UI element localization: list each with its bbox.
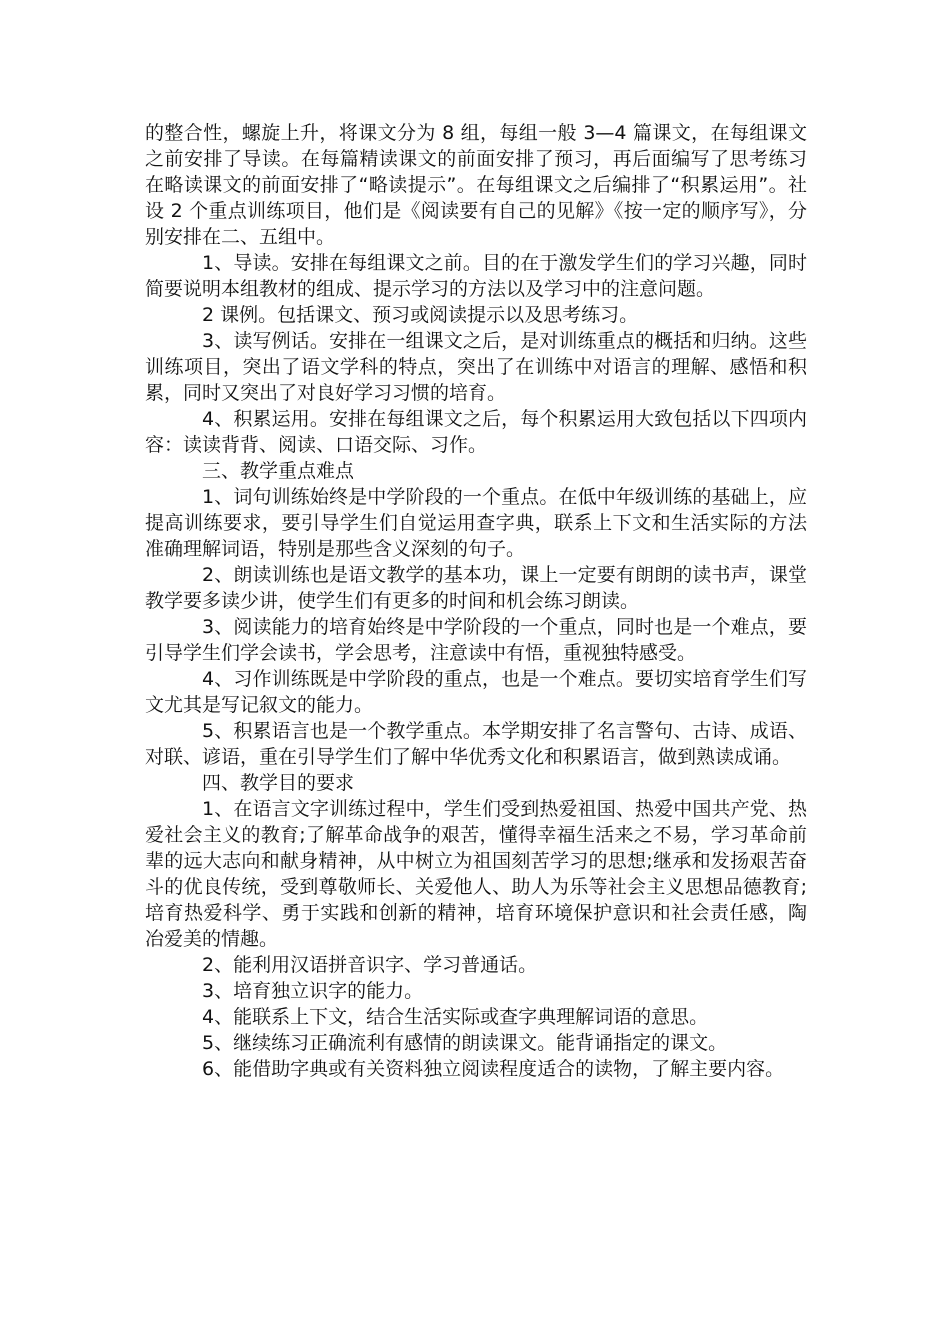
section-heading-key-points: 三、教学重点难点: [202, 460, 355, 482]
goal-item-6: 6、能借助字典或有关资料独立阅读程度适合的读物，了解主要内容。: [202, 1058, 785, 1080]
document-body: [145, 120, 807, 1082]
paragraph-keli: 2 课例。包括课文、预习或阅读提示以及思考练习。: [202, 304, 639, 326]
paragraph-xizuo-xunlian: 4、习作训练既是中学阶段的重点，也是一个难点。要切实培育学生们写文尤其是写记叙文的能力。: [145, 668, 807, 716]
paragraph-jilei-yuyan: 5、积累语言也是一个教学重点。本学期安排了名言警句、古诗、成语、对联、谚语，重在引导学生们了解中华优秀文化和积累语言，做到熟读成诵。: [145, 720, 807, 768]
paragraph-daodu: 1、导读。安排在每组课文之前。目的在于激发学生们的学习兴趣，同时简要说明本组教材的组成、提示学习的方法以及学习中的注意问题。: [145, 252, 807, 300]
goal-item-5: 5、继续练习正确流利有感情的朗读课文。能背诵指定的课文。: [202, 1032, 728, 1054]
goal-item-4: 4、能联系上下文，结合生活实际或查字典理解词语的意思。: [202, 1006, 709, 1028]
paragraph-duxie-lihua: 3、读写例话。安排在一组课文之后，是对训练重点的概括和归纳。这些训练项目，突出了语文学科的特点，突出了在训练中对语言的理解、感悟和积累，同时又突出了对良好学习习惯的培育。: [145, 330, 807, 404]
goal-item-3: 3、培育独立识字的能力。: [202, 980, 424, 1002]
paragraph-jilei-yunyong: 4、积累运用。安排在每组课文之后，每个积累运用大致包括以下四项内容：读读背背、阅读、口语交际、习作。: [145, 408, 807, 456]
goal-item-1: 1、在语言文字训练过程中，学生们受到热爱祖国、热爱中国共产党、热爱社会主义的教育;了解革命战争的艰苦，懂得幸福生活来之不易，学习革命前辈的远大志向和献身精神，从中树立为祖国刻苦学习的思想;继承和发扬艰苦奋斗的优良传统，受到尊敬师长、关爱他人、助人为乐等社会主义思想品德教育;培育热爱科学、勇于实践和创新的精神，培育环境保护意识和社会责任感，陶冶爱美的情趣。: [145, 798, 807, 950]
paragraph-continuation: 的整合性，螺旋上升，将课文分为 8 组，每组一般 3—4 篇课文，在每组课文之前安排了导读。在每篇精读课文的前面安排了预习，再后面编写了思考练习在略读课文的前面安排了“略读提示”。在每组课文之后编排了“积累运用”。社设 2 个重点训练项目，他们是《阅读要有自己的见解》《按一定的顺序写》，分别安排在二、五组中。: [145, 122, 807, 248]
paragraph-yuedu-nengli: 3、阅读能力的培育始终是中学阶段的一个重点，同时也是一个难点，要引导学生们学会读书，学会思考，注意读中有悟，重视独特感受。: [145, 616, 807, 664]
goal-item-2: 2、能利用汉语拼音识字、学习普通话。: [202, 954, 538, 976]
section-heading-goals: 四、教学目的要求: [202, 772, 355, 794]
paragraph-ciju-xunlian: 1、词句训练始终是中学阶段的一个重点。在低中年级训练的基础上，应提高训练要求，要引导学生们自觉运用查字典，联系上下文和生活实际的方法准确理解词语，特别是那些含义深刻的句子。: [145, 486, 807, 560]
paragraph-langdu-xunlian: 2、朗读训练也是语文教学的基本功，课上一定要有朗朗的读书声，课堂教学要多读少讲，使学生们有更多的时间和机会练习朗读。: [145, 564, 807, 612]
